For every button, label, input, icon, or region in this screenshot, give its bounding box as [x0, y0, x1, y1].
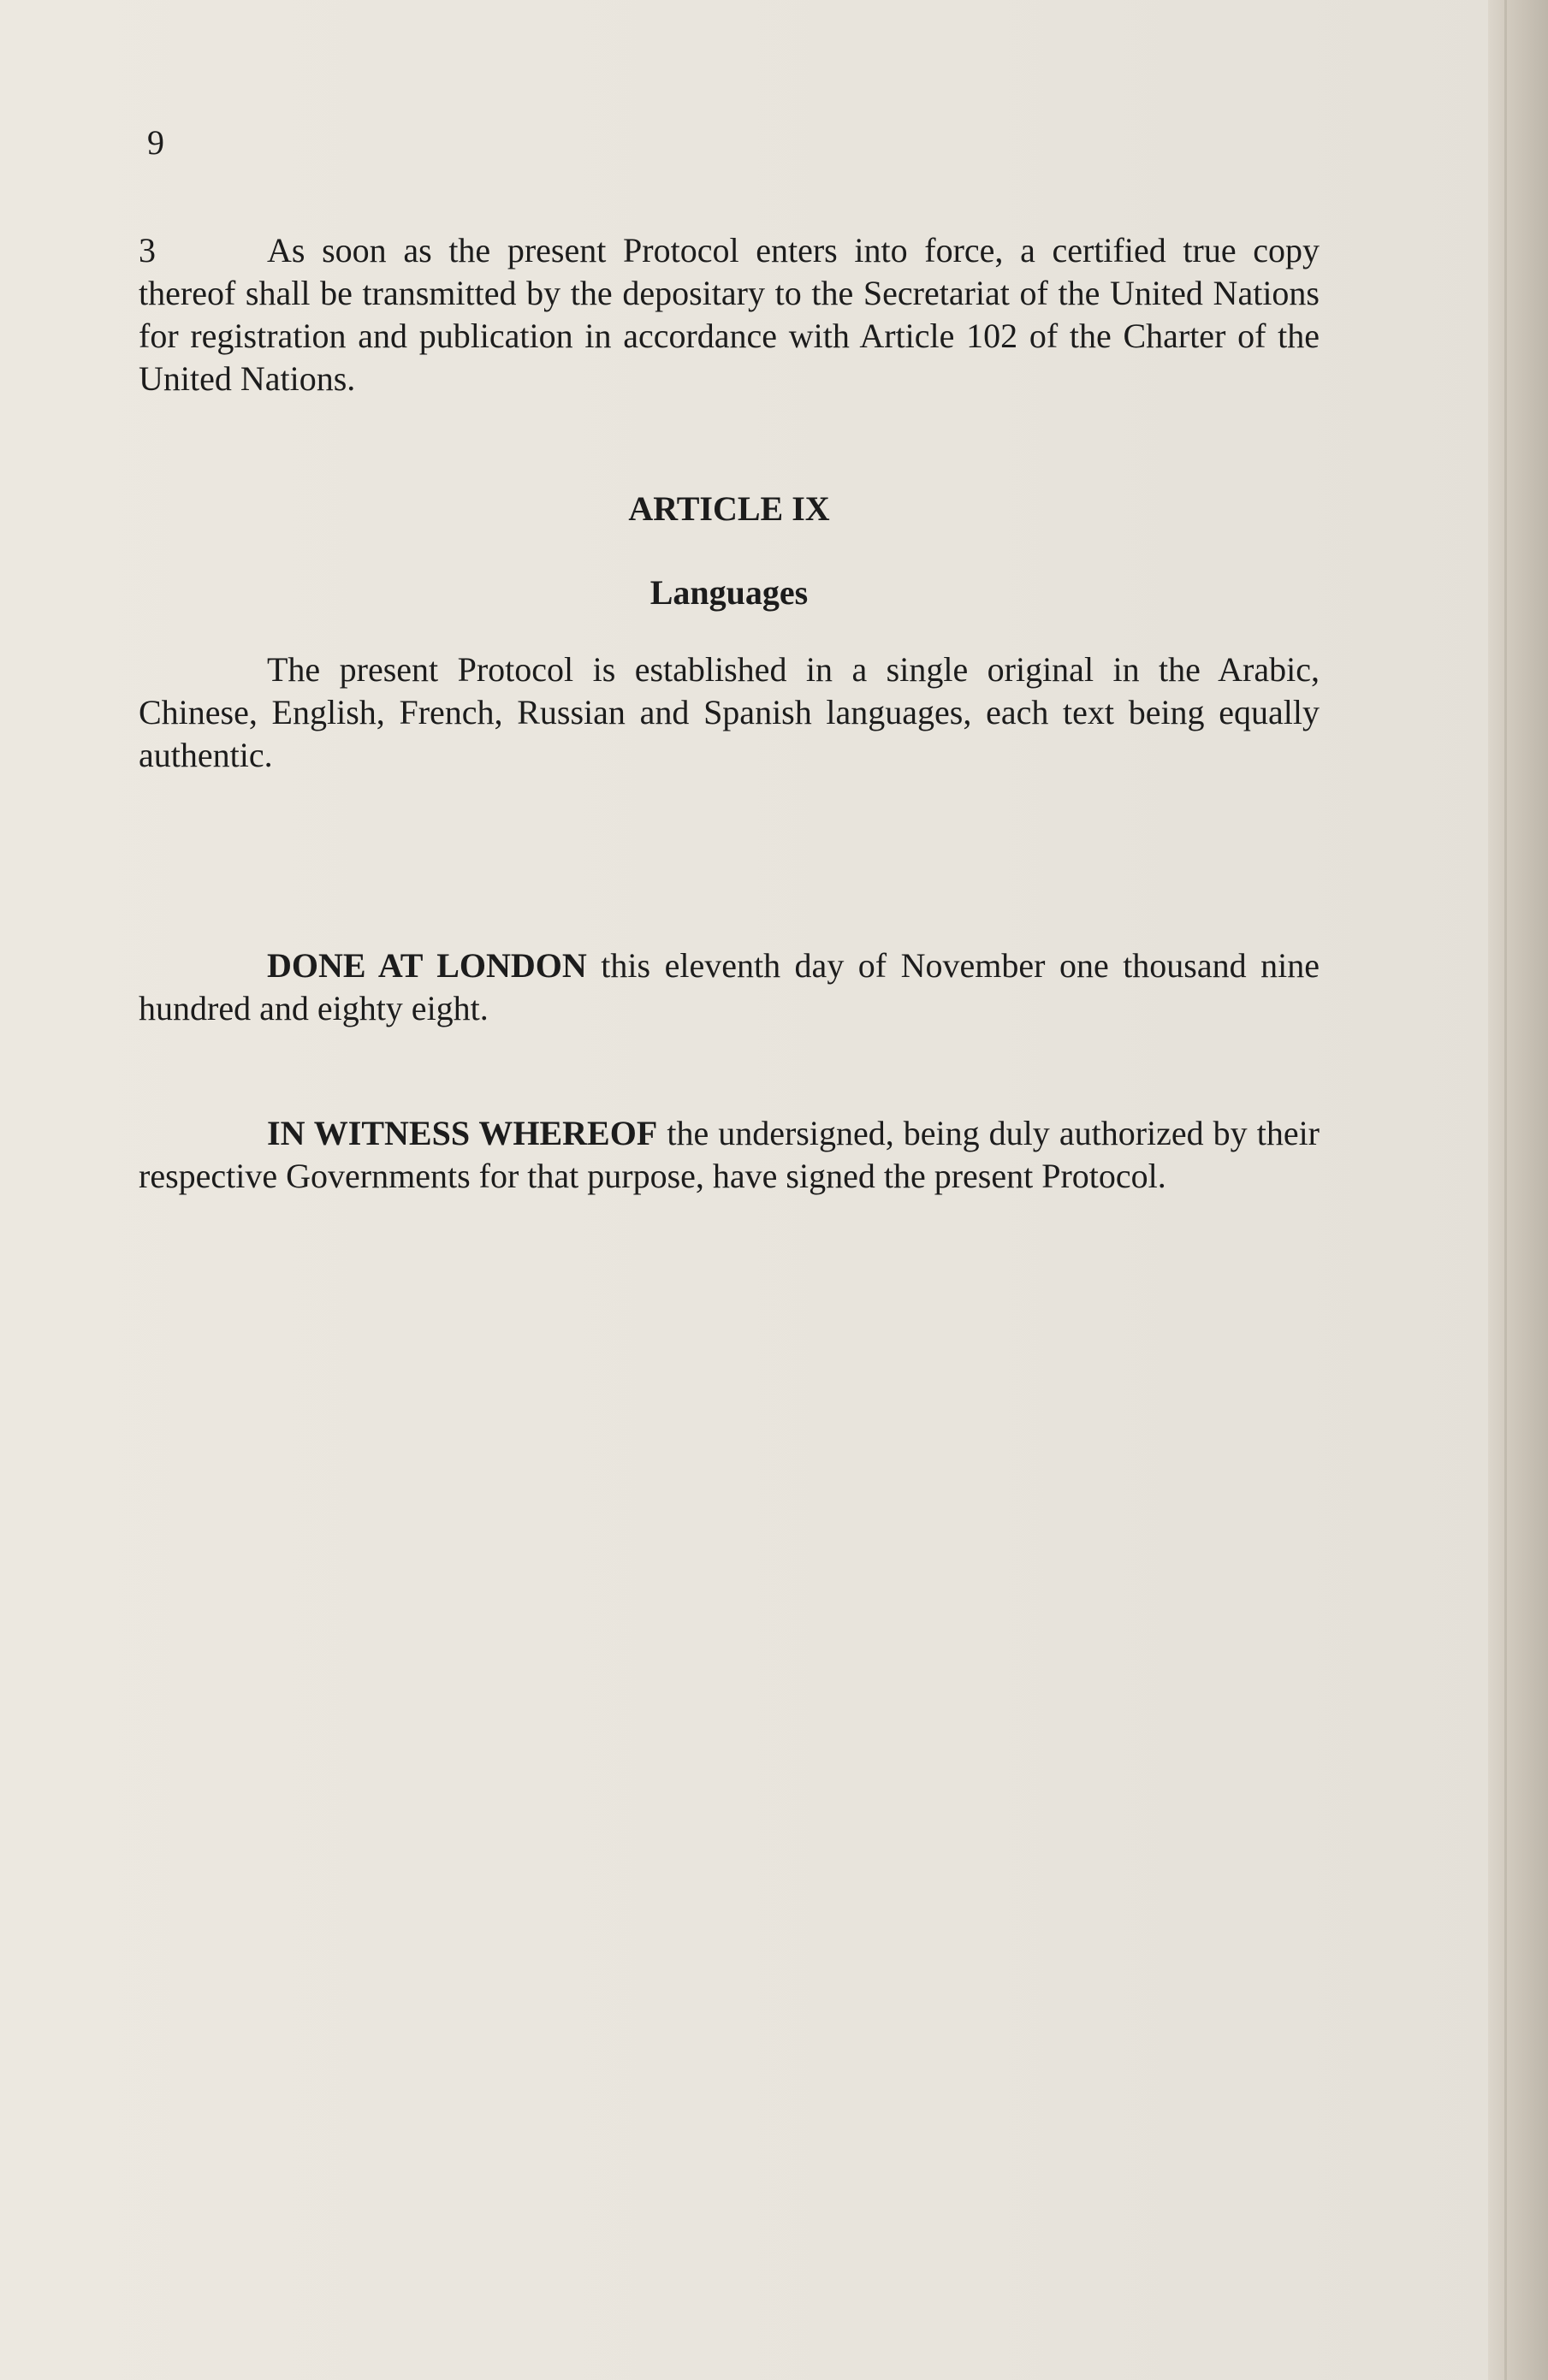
witness-paragraph — [139, 1112, 1320, 1198]
paragraph-3-text: As soon as the present Protocol enters into force, a certified true copy thereof shall be transmitted by the depositary to the Secretariat of the United Nations for registration and publication in accordance with Article 102 of the Charter of the United Nations. — [139, 231, 1320, 398]
done-at-paragraph — [139, 944, 1320, 1030]
witness-text: the undersigned, being duly authorized by their respective Governments for that purpose, have signed the present Protocol. — [139, 1114, 1320, 1195]
page-binding-line — [1504, 0, 1507, 2380]
page-number: 9 — [147, 123, 164, 162]
page-edge-shadow — [1488, 0, 1548, 2380]
witness-lead: IN WITNESS WHEREOF — [267, 1114, 658, 1152]
article-title: ARTICLE IX — [628, 489, 830, 528]
done-at-lead: DONE AT LONDON — [267, 946, 587, 985]
article-paragraph-text: The present Protocol is established in a single original in the Arabic, Chinese, English, French, Russian and Spanish languages, each text being equally authentic. — [139, 650, 1320, 774]
paragraph-3 — [139, 229, 1320, 400]
done-at-text: this eleventh day of November one thousand nine hundred and eighty eight. — [139, 946, 1320, 1027]
article-paragraph — [139, 648, 1320, 777]
bleed-through-texture — [145, 411, 1309, 462]
article-subtitle: Languages — [649, 573, 809, 612]
paragraph-number: 3 — [139, 231, 156, 269]
